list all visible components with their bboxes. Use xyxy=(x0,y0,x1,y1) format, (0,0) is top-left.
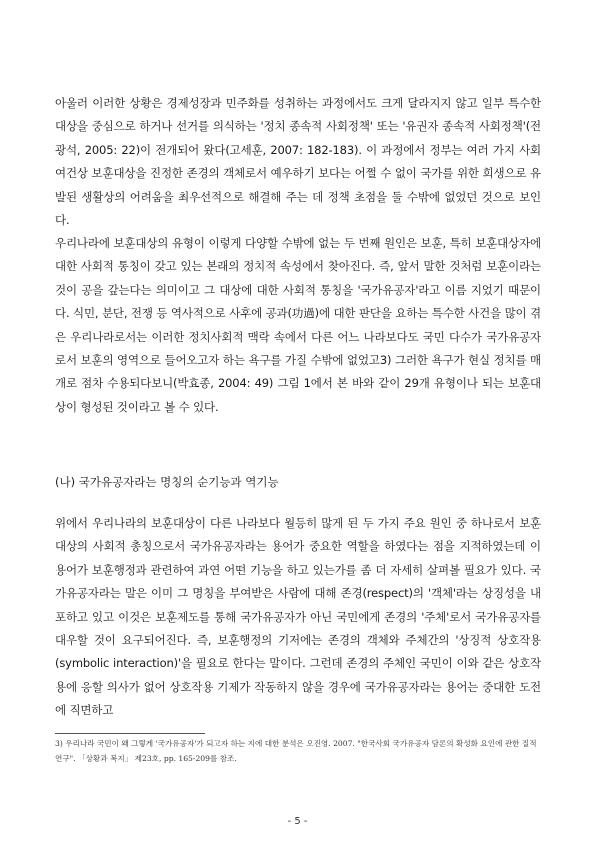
footnote: 3) 우리나라 국민이 왜 그렇게 '국가유공자'가 되고자 하는 지에 대한 분석은 오진영. 2007. "한국사회 국가유공자 담론의 확성화 요인에 관한 질적 연구". 「상황과 복지」 제23호, pp. 165-209를 참조. xyxy=(55,739,537,763)
body-paragraph-2: 우리나라에 보훈대상의 유형이 이렇게 다양할 수밖에 없는 두 번째 원인은 보훈, 특히 보훈대상자에 대한 사회적 통칭이 갖고 있는 본래의 정치적 속성에서 찾아진다. 즉, 앞서 말한 것처럼 보훈이라는 것이 공을 갚는다는 의미이고 그 대상에 대한 사회적 통칭을 '국가유공자'라고 이름 지었기 때문이다. 식민, 분단, 전쟁 등 역사적으로 사후에 공과(功過)에 대한 판단을 요하는 특수한 사건을 많이 겪은 우리나라로서는 이러한 정치사회적 맥락 속에서 다른 어느 나라보다도 국민 다수가 국가유공자로서 보훈의 영역으로 들어오고자 하는 욕구를 가질 수밖에 없었고3) 그러한 욕구가 현실 정치를 매개로 점차 수용되다보니(박효종, 2004: 49) 그림 1에서 본 바와 같이 29개 유형이나 되는 보훈대상이 형성된 것이라고 볼 수 있다. xyxy=(55,236,541,414)
page-number: - 5 - xyxy=(287,816,308,827)
body-paragraph-3: 위에서 우리나라의 보훈대상이 다른 나라보다 월등히 많게 된 두 가지 주요 원인 중 하나로서 보훈대상의 사회적 총칭으로서 국가유공자라는 용어가 중요한 역할을 하였다는 점을 지적하였는데 이 용어가 보훈행정과 관련하여 과연 어떤 기능을 하고 있는가를 좀 더 자세히 살펴볼 필요가 있다. 국가유공자라는 말은 이미 그 명칭을 부여받은 사람에 대해 존경(respect)의 '객체'라는 상징성을 내포하고 있고 이것은 보훈제도를 통해 국가유공자가 아닌 국민에게 존경의 '주체'로서 국가유공자를 대우할 것이 요구되어진다. 즉, 보훈행정의 기저에는 존경의 객체와 주체간의 '상징적 상호작용(symbolic interaction)'을 필요로 한다는 말이다. 그런데 존경의 주체인 국민이 이와 같은 상호작용에 응할 의사가 없어 상호작용 기제가 작동하지 않을 경우에 국가유공자라는 용어는 중대한 도전에 직면하고 xyxy=(55,516,541,718)
footnote-divider xyxy=(55,733,205,734)
body-paragraph-1: 아울러 이러한 상황은 경제성장과 민주화를 성취하는 과정에서도 크게 달라지지 않고 일부 특수한 대상을 중심으로 하거나 선거를 의식하는 '정치 종속적 사회정책' 또는 '유권자 종속적 사회정책'(전광석, 2005: 22)이 전개되어 왔다(고세훈, 2007: 182-183). 이 과정에서 정부는 여러 가지 사회 여건상 보훈대상을 진정한 존경의 객체로서 예우하기 보다는 어쩔 수 없이 국가를 위한 희생으로 유발된 생활상의 어려움을 최우선적으로 해결해 주는 데 정책 초점을 둘 수밖에 없었던 것으로 보인다. xyxy=(55,96,541,228)
section-heading: (나) 국가유공자라는 명칭의 순기능과 역기능 xyxy=(55,475,279,489)
